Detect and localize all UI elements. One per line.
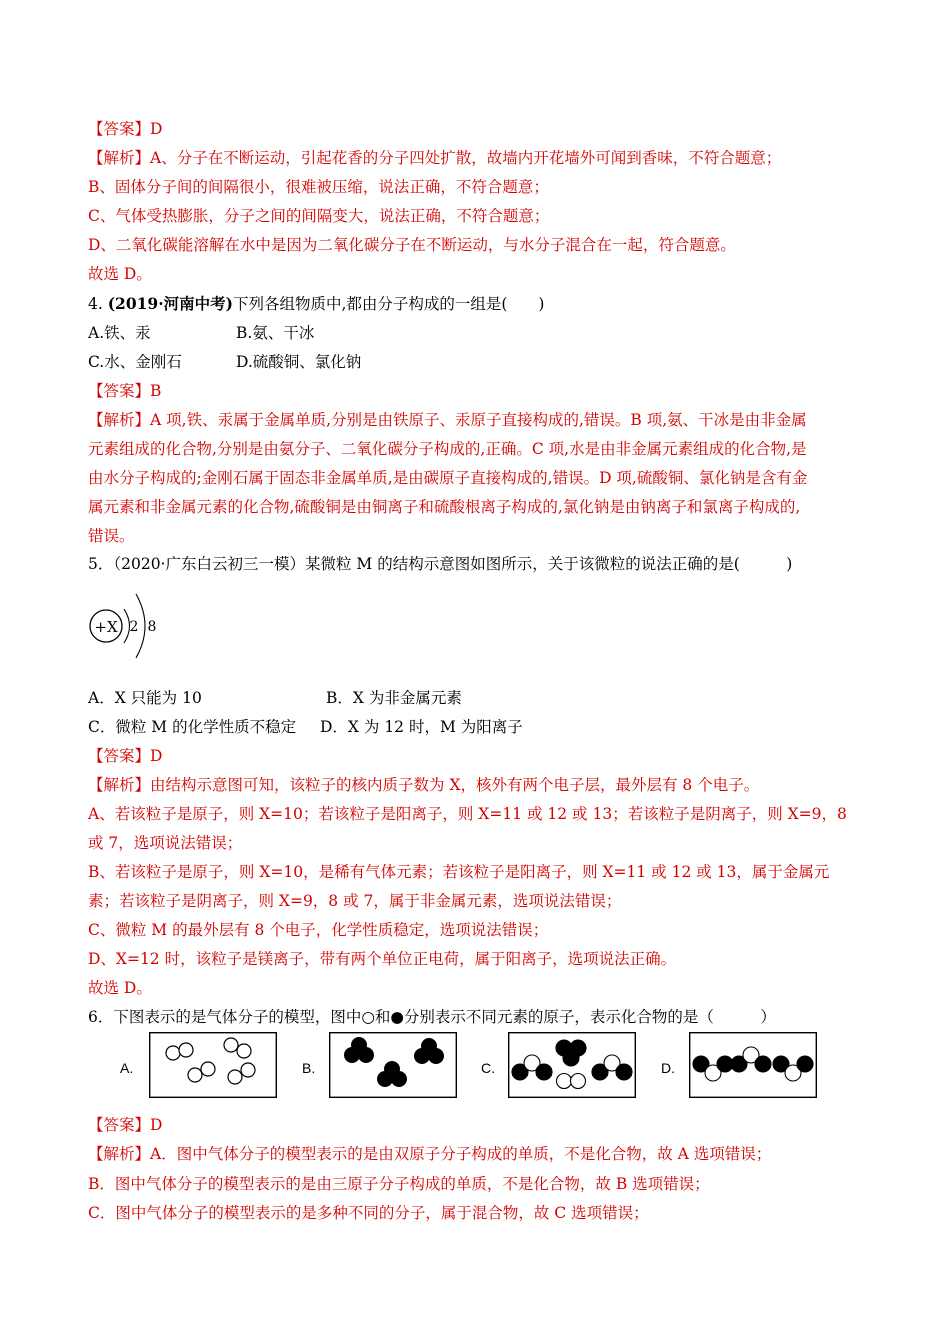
q5-stem: 5．（2020·广东白云初三一模）某微粒 M 的结构示意图如图所示，关于该微粒的说法正确的是( ) <box>88 555 793 573</box>
q3-analysis-line: 故选 D。 <box>88 265 152 283</box>
q4-analysis-line: 元素组成的化合物,分别是由氨分子、二氧化碳分子构成的,正确。C 项,水是由非金属元素组成的化合物,是 <box>88 440 807 458</box>
q4-source: (2019·河南中考) <box>107 294 233 313</box>
q6-label-c: C. <box>481 1060 495 1076</box>
q6-model-c <box>508 1032 636 1098</box>
q4-analysis-line: 属元素和非金属元素的化合物,硫酸铜是由铜离子和硫酸根离子构成的,氯化钠是由钠离子和氯离子构成的, <box>88 498 801 516</box>
q6-analysis-line: 【解析】A．图中气体分子的模型表示的是由双原子分子构成的单质，不是化合物，故 A 选项错误； <box>88 1145 772 1163</box>
q4-analysis-line: 【解析】A 项,铁、汞属于金属单质,分别是由铁原子、汞原子直接构成的,错误。B 项,氨、干冰是由非金属 <box>88 411 807 429</box>
q5-option-b: B．X 为非金属元素 <box>326 689 462 707</box>
q4-option-c: C.水、金刚石 <box>88 353 182 371</box>
q4-stem: 4. (2019·河南中考)下列各组物质中,都由分子构成的一组是( ) <box>88 294 545 313</box>
answer-value: D <box>150 1116 163 1134</box>
q6-stem: 6．下图表示的是气体分子的模型，图中○和●分别表示不同元素的原子，表示化合物的是（ ） <box>88 1008 776 1026</box>
q6-model-d <box>689 1032 817 1098</box>
q4-option-a: A.铁、汞 <box>88 324 151 342</box>
answer-value: B <box>150 382 162 400</box>
atom-structure-diagram <box>84 585 174 663</box>
q4-analysis-line: 由水分子构成的;金刚石属于固态非金属单质,是由碳原子直接构成的,错误。D 项,硫酸铜、氯化钠是含有金 <box>88 469 808 487</box>
q5-analysis-line: 故选 D。 <box>88 979 152 997</box>
q6-label-a: A. <box>120 1060 134 1076</box>
q3-answer-line <box>88 118 162 140</box>
q4-options-row <box>88 322 788 344</box>
analysis-tag: 【解析】 <box>88 149 151 167</box>
q5-option-a: A．X 只能为 10 <box>88 689 202 707</box>
q4-option-b: B.氨、干冰 <box>236 324 315 342</box>
q3-analysis-line: 【解析】A、分子在不断运动，引起花香的分子四处扩散，故墙内开花墙外可闻到香味，不符合题意； <box>88 149 782 167</box>
q6-analysis-line: C．图中气体分子的模型表示的是多种不同的分子，属于混合物，故 C 选项错误； <box>88 1204 649 1222</box>
q5-analysis-line: 素；若该粒子是阴离子，则 X=9，8 或 7，属于非金属元素，选项说法错误； <box>88 892 622 910</box>
q5-options-row <box>88 687 788 709</box>
shell-1-count: 2 <box>129 619 139 635</box>
q5-answer-line: 【答案】D <box>88 747 163 765</box>
q5-analysis-line: B、若该粒子是原子，则 X=10，是稀有气体元素；若该粒子是阳离子，则 X=11 或 12 或 13，属于金属元 <box>88 863 830 881</box>
q6-model-a <box>149 1032 277 1098</box>
q6-model-b <box>329 1032 457 1098</box>
q5-analysis-line: A、若该粒子是原子，则 X=10；若该粒子是阳离子，则 X=11 或 12 或 13；若该粒子是阴离子，则 X=9，8 <box>88 805 847 823</box>
q6-analysis-line: B．图中气体分子的模型表示的是由三原子分子构成的单质，不是化合物，故 B 选项错误； <box>88 1175 710 1193</box>
nucleus-label: +X <box>94 618 118 636</box>
q5-analysis-line: 【解析】由结构示意图可知，该粒子的核内质子数为 X，核外有两个电子层，最外层有 8 个电子。 <box>88 776 760 794</box>
q6-label-b: B. <box>302 1060 316 1076</box>
q3-analysis-line: B、固体分子间的间隔很小，很难被压缩，说法正确，不符合题意； <box>88 178 549 196</box>
q6-answer-line: 【答案】D <box>88 1116 163 1134</box>
q3-analysis-line: C、气体受热膨胀，分子之间的间隔变大，说法正确，不符合题意； <box>88 207 550 225</box>
q4-answer-line: 【答案】B <box>88 382 162 400</box>
q4-options-row <box>88 351 788 373</box>
answer-tag: 【答案】 <box>88 120 151 138</box>
q5-analysis-line: C、微粒 M 的最外层有 8 个电子，化学性质稳定，选项说法错误； <box>88 921 549 939</box>
q5-analysis-line: 或 7，选项说法错误； <box>88 834 243 852</box>
q5-analysis-line: D、X=12 时，该粒子是镁离子，带有两个单位正电荷，属于阳离子，选项说法正确。 <box>88 950 677 968</box>
q5-options-row <box>88 716 788 738</box>
q4-analysis-line: 错误。 <box>88 527 135 545</box>
q3-analysis-line: D、二氧化碳能溶解在水中是因为二氧化碳分子在不断运动，与水分子混合在一起，符合题意。 <box>88 236 736 254</box>
q6-label-d: D. <box>661 1060 675 1076</box>
answer-value: D <box>150 747 163 765</box>
q4-option-d: D.硫酸铜、氯化钠 <box>236 353 362 371</box>
q5-option-d: D．X 为 12 时，M 为阳离子 <box>320 718 523 736</box>
answer-value: D <box>150 120 163 138</box>
shell-2-count: 8 <box>147 619 157 635</box>
q5-option-c: C．微粒 M 的化学性质不稳定 <box>88 718 297 736</box>
